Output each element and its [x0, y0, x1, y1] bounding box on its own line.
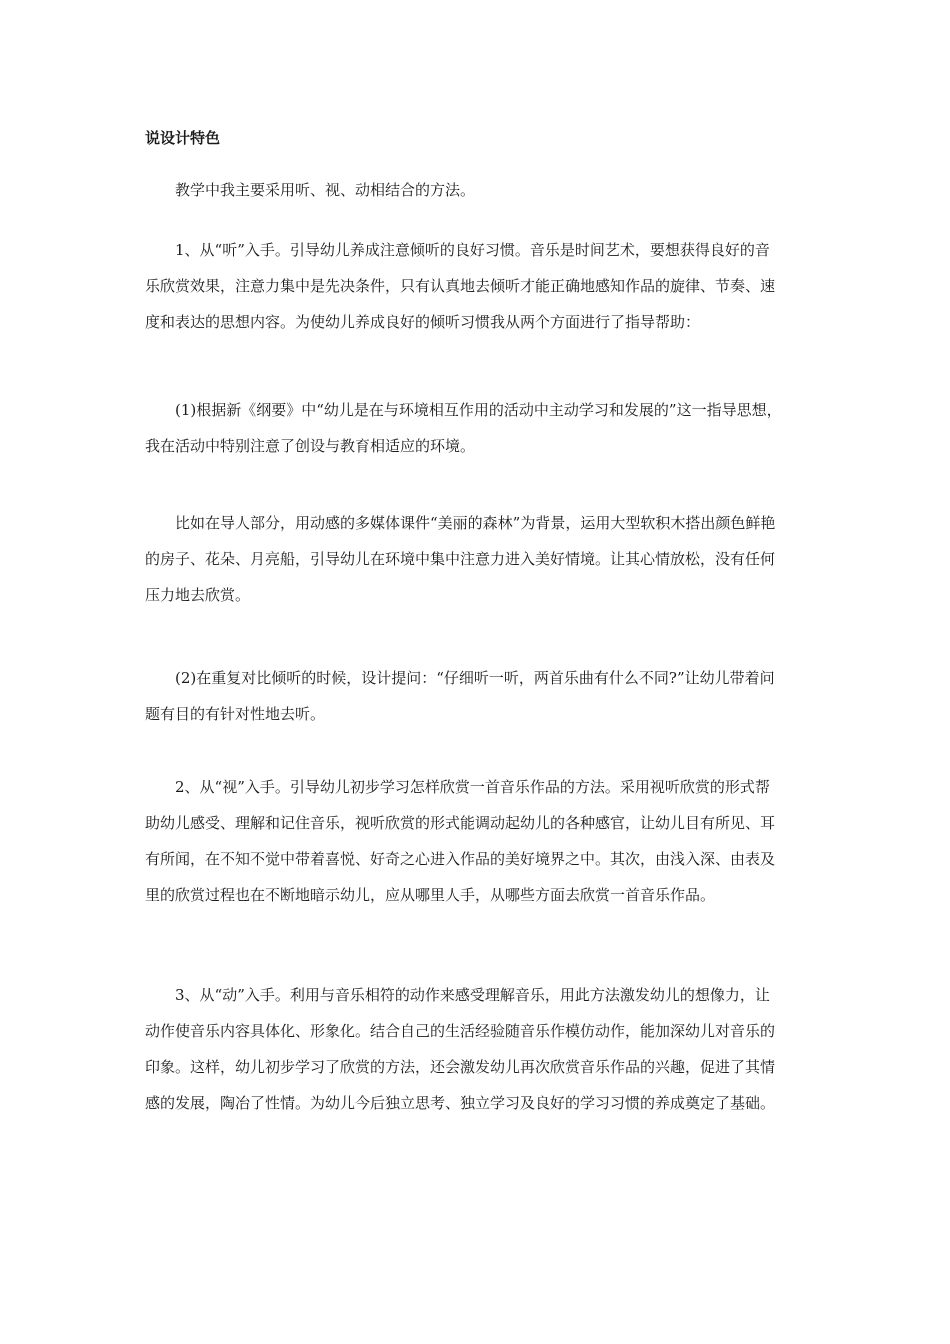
- paragraph-line: 动作使音乐内容具体化、形象化。结合自己的生活经验随音乐作模仿动作，能加深幼儿对音乐的: [145, 1022, 776, 1040]
- paragraph-line: 乐欣赏效果，注意力集中是先决条件，只有认真地去倾听才能正确地感知作品的旋律、节奏、速: [145, 277, 776, 295]
- paragraph-line: (2)在重复对比倾听的时候，设计提问：“仔细听一听，两首乐曲有什么不同?”让幼儿带着问: [175, 669, 775, 687]
- paragraph-line: 比如在导人部分，用动感的多媒体课件“美丽的森林”为背景，运用大型软积木搭出颜色鲜艳: [175, 514, 776, 532]
- paragraph-move: [145, 977, 810, 1121]
- paragraph-line: 压力地去欣赏。: [145, 586, 251, 604]
- paragraph-listen: [145, 232, 810, 340]
- paragraph-line: 我在活动中特别注意了创设与教育相适应的环境。: [145, 437, 476, 455]
- paragraph-line: 3、从“动”入手。利用与音乐相符的动作来感受理解音乐，用此方法激发幼儿的想像力，让: [175, 986, 770, 1004]
- paragraph-line: (1)根据新《纲要》中“幼儿是在与环境相互作用的活动中主动学习和发展的”这一指导思想，: [175, 401, 782, 419]
- paragraph-line: 有所闻，在不知不觉中带着喜悦、好奇之心进入作品的美好境界之中。其次，由浅入深、由表及: [145, 850, 776, 868]
- paragraph-line: 印象。这样，幼儿初步学习了欣赏的方法，还会激发幼儿再次欣赏音乐作品的兴趣，促进了其情: [145, 1058, 776, 1076]
- paragraph-see: [145, 769, 810, 913]
- paragraph-line: 感的发展，陶冶了性情。为幼儿今后独立思考、独立学习及良好的学习习惯的养成奠定了基础。: [145, 1094, 776, 1112]
- paragraph-line: 里的欣赏过程也在不断地暗示幼儿，应从哪里人手，从哪些方面去欣赏一首音乐作品。: [145, 886, 716, 904]
- paragraph-point-2: [145, 660, 810, 732]
- paragraph-line: 的房子、花朵、月亮船，引导幼儿在环境中集中注意力进入美好情境。让其心情放松，没有任何: [145, 550, 776, 568]
- paragraph-point-1: [145, 392, 810, 464]
- paragraph-line: 2、从“视”入手。引导幼儿初步学习怎样欣赏一首音乐作品的方法。采用视听欣赏的形式帮: [175, 778, 770, 796]
- paragraph-line: 助幼儿感受、理解和记住音乐，视听欣赏的形式能调动起幼儿的各种感官，让幼儿目有所见、耳: [145, 814, 776, 832]
- intro-line: 教学中我主要采用听、视、动相结合的方法。: [175, 181, 476, 199]
- section-heading: 说设计特色: [145, 129, 221, 147]
- paragraph-line: 1、从“听”入手。引导幼儿养成注意倾听的良好习惯。音乐是时间艺术，要想获得良好的音: [175, 241, 770, 259]
- paragraph-line: 题有目的有针对性地去听。: [145, 705, 326, 723]
- paragraph-line: 度和表达的思想内容。为使幼儿养成良好的倾听习惯我从两个方面进行了指导帮助：: [145, 313, 701, 331]
- intro-paragraph: [145, 172, 810, 208]
- paragraph-example: [145, 505, 810, 613]
